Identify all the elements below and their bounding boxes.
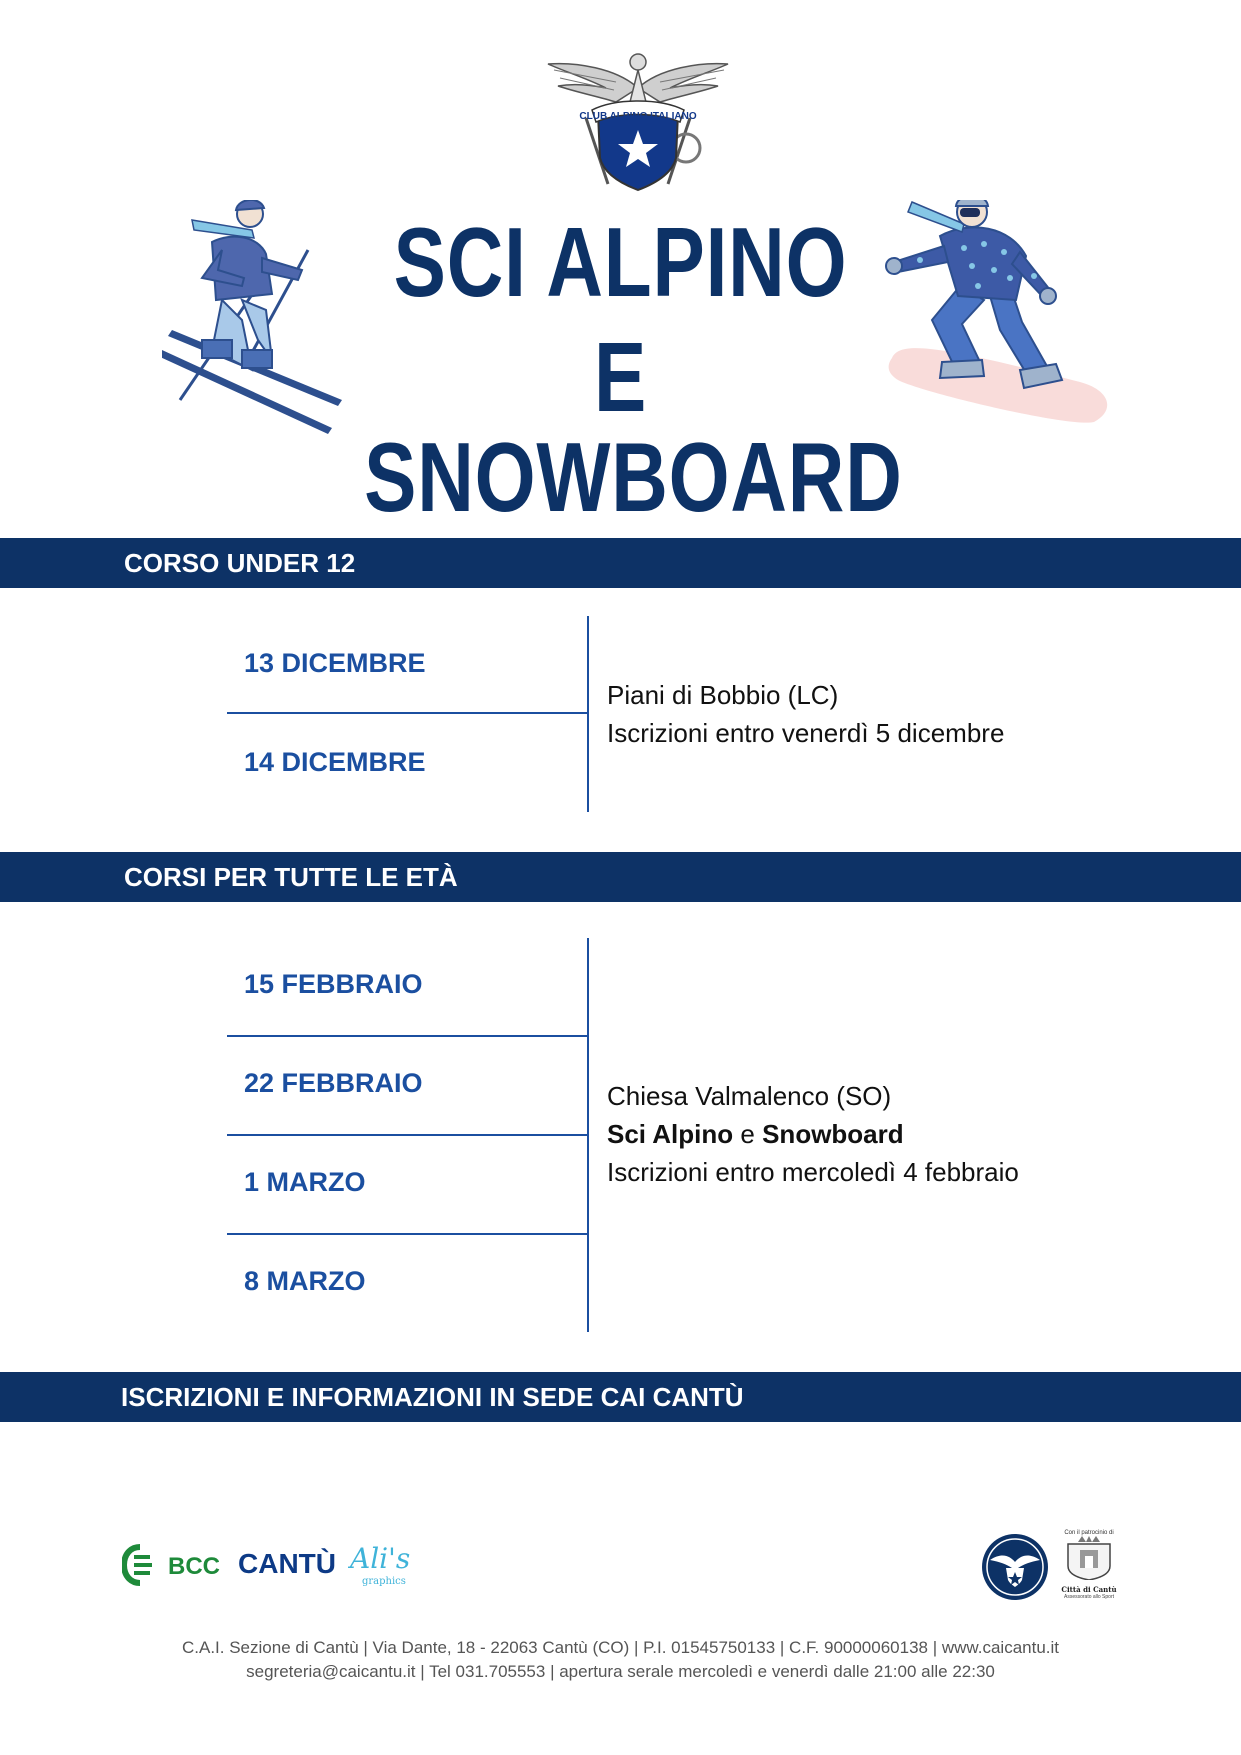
section-band-info: [0, 1372, 1241, 1422]
deadline-text: Iscrizioni entro venerdì 5 dicembre: [607, 718, 1005, 748]
date-label: 15 FEBBRAIO: [244, 969, 423, 999]
alis-logo-subtext: graphics: [362, 1576, 406, 1587]
row-divider: [227, 1233, 589, 1235]
page-title-line1: SCI ALPINO: [393, 207, 848, 317]
section-heading-under12: CORSO UNDER 12: [124, 548, 356, 578]
skier-illustration: [162, 200, 352, 440]
footer-contacts: segreteria@caicantu.it | Tel 031.705553 | apertura serale mercoledì e venerdì dalle 21:00 alle 22:30: [246, 1662, 995, 1681]
section-heading-info: ISCRIZIONI E INFORMAZIONI IN SEDE CAI CANTÙ: [121, 1382, 744, 1412]
patronage-text: Con il patrocinio di: [1064, 1530, 1114, 1536]
row-divider: [227, 1035, 589, 1037]
alis-logo-text: Ali's: [350, 1542, 411, 1575]
alis-graphics-logo: [348, 1538, 418, 1592]
section-band-all-ages: [0, 852, 1241, 902]
discipline-snowboard: Snowboard: [762, 1119, 904, 1149]
course-info-under12: [607, 676, 1004, 752]
section-heading-all-ages: CORSI PER TUTTE LE ETÀ: [124, 862, 458, 892]
cantu-sponsor-logo: CANTÙ: [238, 1548, 336, 1579]
discipline-ski: Sci Alpino: [607, 1119, 734, 1149]
bcc-logo: [122, 1543, 222, 1587]
date-label: 1 MARZO: [244, 1167, 366, 1197]
city-dept-text: Assessorato allo Sport: [1063, 1594, 1115, 1600]
date-label: 13 DICEMBRE: [244, 648, 426, 678]
page-title-line2: E SNOWBOARD: [364, 322, 903, 532]
date-label: 22 FEBBRAIO: [244, 1068, 423, 1098]
city-crest-icon: [1060, 1536, 1118, 1580]
bcc-logo-text: BCC: [168, 1553, 220, 1580]
location-text: Chiesa Valmalenco (SO): [607, 1081, 892, 1111]
date-label: 14 DICEMBRE: [244, 747, 426, 777]
cai-cantu-seal: [980, 1532, 1050, 1602]
deadline-text: Iscrizioni entro mercoledì 4 febbraio: [607, 1157, 1019, 1187]
footer-address: C.A.I. Sezione di Cantù | Via Dante, 18 - 22063 Cantù (CO) | P.I. 01545750133 | C.F. 90000060138 | www.caicantu.it: [181, 1638, 1060, 1657]
snowboarder-illustration: [880, 200, 1120, 440]
column-divider: [587, 938, 589, 1332]
section-band-under12: [0, 538, 1241, 588]
column-divider: [587, 616, 589, 812]
city-name-text: Città di Cantù: [1061, 1585, 1117, 1594]
row-divider: [227, 1134, 589, 1136]
citta-di-cantu-seal: [1060, 1530, 1118, 1604]
discipline-connector: e: [740, 1119, 755, 1149]
location-text: Piani di Bobbio (LC): [607, 680, 839, 710]
row-divider: [227, 712, 589, 714]
cai-logo-text: CLUB ALPINO ITALIANO: [579, 111, 697, 122]
date-label: 8 MARZO: [244, 1266, 366, 1296]
disciplines-text: [607, 1115, 1019, 1153]
cai-eagle-logo: [546, 48, 730, 198]
course-info-all-ages: [607, 1077, 1019, 1191]
